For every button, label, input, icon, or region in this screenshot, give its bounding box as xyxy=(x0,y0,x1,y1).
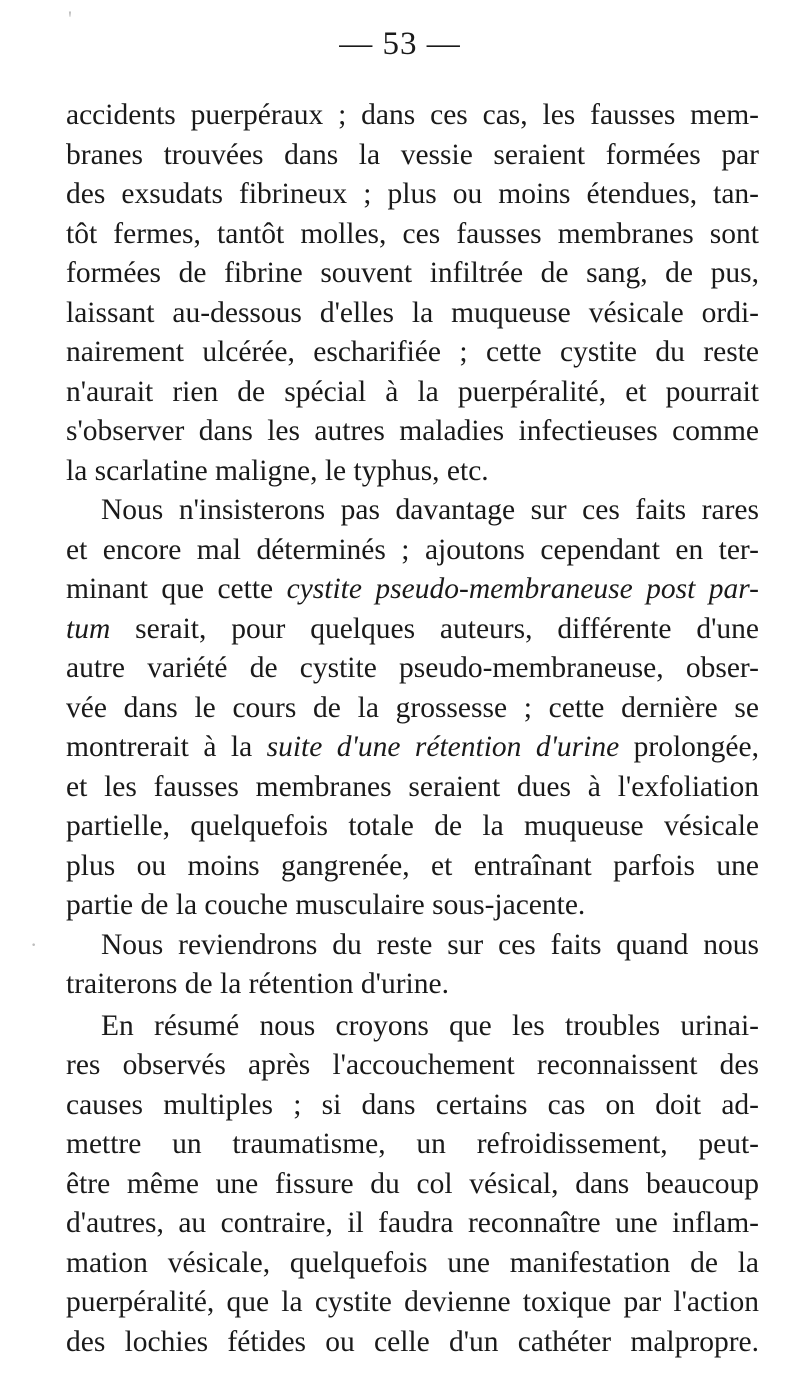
scan-speck: ' xyxy=(68,6,72,31)
text-line: causes multiples ; si dans certains cas on doit ad- xyxy=(66,1088,759,1121)
text-line: des lochies fétides ou celle d'un cathéter malpropre. xyxy=(66,1325,759,1358)
text-line: tôt fermes, tantôt molles, ces fausses membranes sont xyxy=(66,217,759,250)
text-span: serait, pour quelques auteurs, différente d'une xyxy=(110,612,759,645)
text-line: la scarlatine maligne, le typhus, etc. xyxy=(66,454,489,487)
text-line: En résumé nous croyons que les troubles urinai- xyxy=(101,1009,759,1042)
text-line: accidents puerpéraux ; dans ces cas, les fausses mem- xyxy=(66,99,759,131)
text-line: d'autres, au contraire, il faudra reconnaître une inflam- xyxy=(66,1207,759,1239)
text-line: n'aurait rien de spécial à la puerpéralité, et pourrait xyxy=(66,375,759,408)
text-line: des exsudats fibrineux ; plus ou moins étendues, tan- xyxy=(66,178,759,210)
body-text xyxy=(66,96,759,1362)
text-line: être même une fissure du col vésical, dans beaucoup xyxy=(66,1167,759,1200)
paragraph-3 xyxy=(66,926,759,1005)
text-line: res observés après l'accouchement reconnaissent des xyxy=(66,1049,759,1081)
text-line: Nous reviendrons du reste sur ces faits quand nous xyxy=(101,928,759,961)
italic-text: suite d'une rétention d'urine xyxy=(266,731,620,763)
text-line: laissant au-dessous d'elles la muqueuse vésicale ordi- xyxy=(66,296,759,329)
text-line: traiterons de la rétention d'urine. xyxy=(66,968,449,1000)
text-line: mation vésicale, quelquefois une manifestation de la xyxy=(66,1246,759,1279)
text-line: autre variété de cystite pseudo-membraneuse, obser- xyxy=(66,652,759,684)
scan-speck: · xyxy=(30,932,38,957)
text-line: plus ou moins gangrenée, et entraînant parfois une xyxy=(66,849,759,882)
text-line: formées de fibrine souvent infiltrée de sang, de pus, xyxy=(66,257,759,289)
text-line: mettre un traumatisme, un refroidissement, peut- xyxy=(66,1128,759,1160)
text-line: vée dans le cours de la grossesse ; cette dernière se xyxy=(66,691,759,724)
paragraph-1 xyxy=(66,96,759,491)
paragraph-2 xyxy=(66,491,759,926)
text-line: et encore mal déterminés ; ajoutons cependant en ter- xyxy=(66,533,759,566)
text-line: et les fausses membranes seraient dues à l'exfoliation xyxy=(66,770,759,803)
text-span: prolongée, xyxy=(619,731,759,763)
text-span: montrerait à la xyxy=(66,731,267,763)
text-line: s'observer dans les autres maladies infectieuses comme xyxy=(66,415,759,447)
text-line: Nous n'insisterons pas davantage sur ces faits rares xyxy=(101,494,759,526)
text-line: puerpéralité, que la cystite devienne toxique par l'action xyxy=(66,1286,759,1318)
italic-text: cystite pseudo-membraneuse post par- xyxy=(286,573,759,605)
text-span: minant que cette xyxy=(66,573,287,605)
text-line: nairement ulcérée, escharifiée ; cette cystite du reste xyxy=(66,336,759,368)
paragraph-4 xyxy=(66,1007,759,1363)
text-line-mixed xyxy=(66,728,759,768)
text-line: partielle, quelquefois totale de la muqueuse vésicale xyxy=(66,810,759,842)
text-line-mixed xyxy=(66,610,759,650)
italic-text: tum xyxy=(66,612,111,645)
page-number: — 53 — xyxy=(339,26,461,62)
text-line-mixed xyxy=(66,570,759,610)
text-line: branes trouvées dans la vessie seraient formées par xyxy=(66,138,759,171)
text-line: partie de la couche musculaire sous-jacente. xyxy=(66,889,586,921)
